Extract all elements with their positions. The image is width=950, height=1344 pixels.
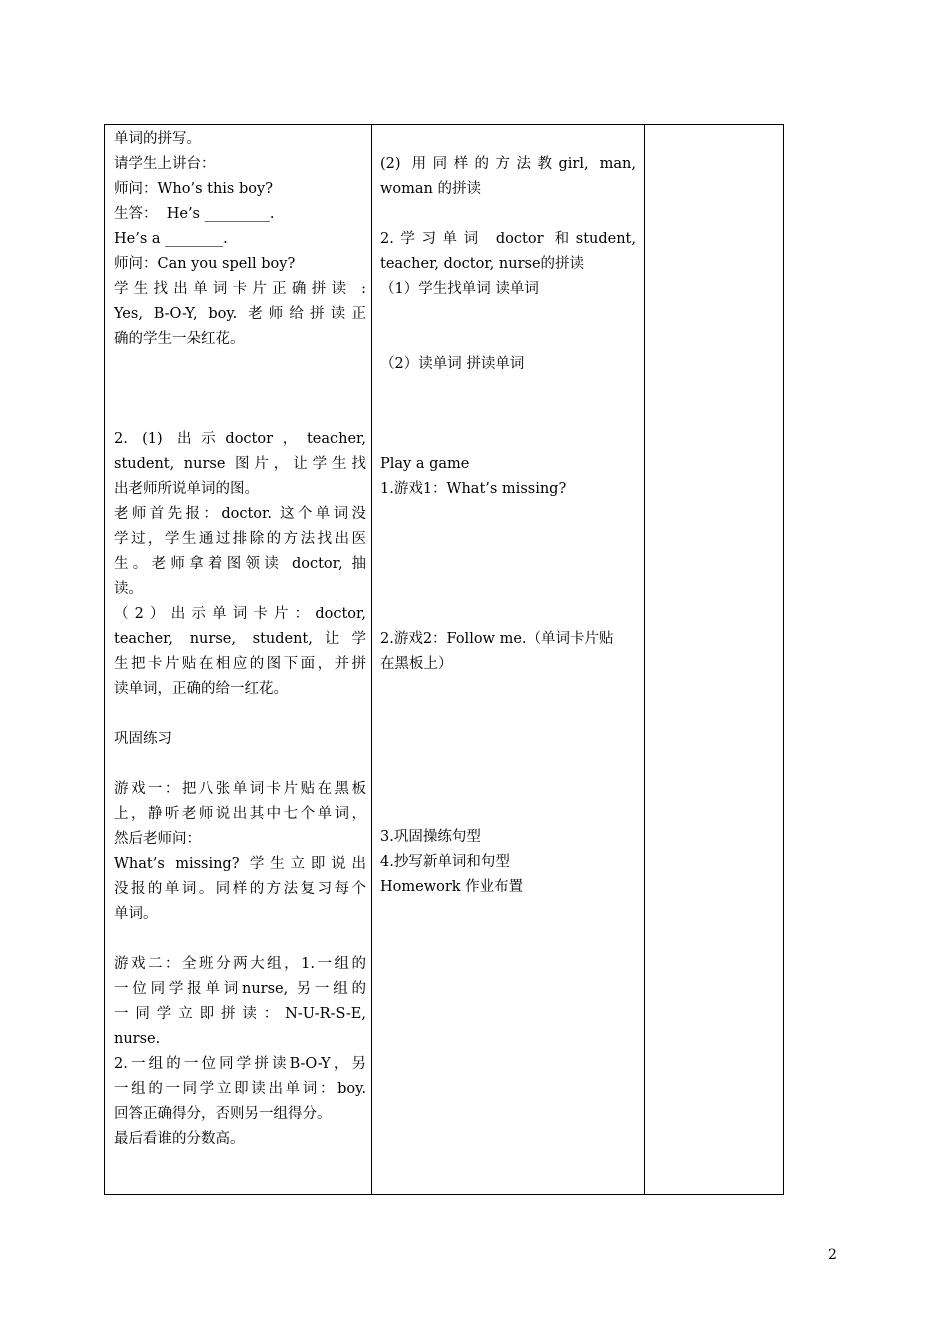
column-divider-2 — [644, 125, 645, 1194]
text-line: He’s a ________. — [114, 231, 228, 247]
text-line: 读单词，正确的给一红花。 — [114, 681, 288, 697]
text-line: teacher, doctor, nurse的拼读 — [380, 256, 585, 272]
text-line: Yes, B-O-Y, boy. 老师给拼读正 — [114, 306, 366, 322]
text-line: 生把卡片贴在相应的图下面，并拼 — [114, 656, 366, 672]
text-line: Play a game — [380, 456, 470, 472]
text-line: 一组的一同学立即读出单词：boy. — [114, 1081, 366, 1097]
text-line: 游戏一：把八张单词卡片贴在黑板 — [114, 781, 366, 797]
lesson-table — [104, 124, 784, 1195]
text-line: woman 的拼读 — [380, 181, 481, 197]
text-line: 1.游戏1：What’s missing? — [380, 481, 567, 497]
text-line: 最后看谁的分数高。 — [114, 1131, 245, 1147]
text-line: 2.游戏2：Follow me.（单词卡片贴 — [380, 631, 614, 647]
text-line: 单词的拼写。 — [114, 131, 201, 147]
text-line: 读。 — [114, 581, 143, 597]
text-line: student, nurse 图片，让学生找 — [114, 456, 366, 472]
text-line: 生答： He’s _________. — [114, 206, 275, 222]
text-line: 老师首先报：doctor. 这个单词没 — [114, 506, 366, 522]
text-line: (2) 用同样的方法教girl, man, — [380, 156, 636, 172]
text-line: 师问：Can you spell boy? — [114, 256, 296, 272]
text-line: 游戏二：全班分两大组，1.一组的 — [114, 956, 366, 972]
text-line: 出老师所说单词的图。 — [114, 481, 259, 497]
text-line: 然后老师问： — [114, 831, 201, 847]
page-number: 2 — [828, 1247, 837, 1263]
text-line: （2）读单词 拼读单词 — [380, 356, 525, 372]
text-line: teacher, nurse, student,让学 — [114, 631, 366, 647]
text-line: 在黑板上） — [380, 656, 453, 672]
text-line: 学过，学生通过排除的方法找出医 — [114, 531, 366, 547]
text-line: What’s missing? 学生立即说出 — [114, 856, 366, 872]
text-line: 上，静听老师说出其中七个单词， — [114, 806, 366, 822]
text-line: 一同学立即拼读：N-U-R-S-E, — [114, 1006, 366, 1022]
text-line: 2. (1) 出示doctor，teacher, — [114, 431, 366, 447]
text-line: Homework 作业布置 — [380, 879, 524, 895]
text-line: 单词。 — [114, 906, 158, 922]
text-line: 师问：Who’s this boy? — [114, 181, 273, 197]
text-line: 请学生上讲台： — [114, 156, 216, 172]
text-line: 回答正确得分，否则另一组得分。 — [114, 1106, 332, 1122]
text-line: （1）学生找单词 读单词 — [380, 281, 539, 297]
text-line: 学生找出单词卡片正确拼读 : — [114, 281, 366, 297]
text-line: 4.抄写新单词和句型 — [380, 854, 510, 870]
text-line: 确的学生一朵红花。 — [114, 331, 245, 347]
text-line: nurse. — [114, 1031, 161, 1047]
text-line: 2.一组的一位同学拼读B-O-Y，另 — [114, 1056, 366, 1072]
text-line: 没报的单词。同样的方法复习每个 — [114, 881, 366, 897]
text-line: 3.巩固操练句型 — [380, 829, 481, 845]
text-line: 巩固练习 — [114, 731, 172, 747]
text-line: 生。老师拿着图领读 doctor, 抽 — [114, 556, 366, 572]
text-line: 2.学习单词 doctor 和student, — [380, 231, 636, 247]
text-line: （2）出示单词卡片：doctor, — [114, 606, 366, 622]
text-line: 一位同学报单词nurse, 另一组的 — [114, 981, 366, 997]
column-divider-1 — [371, 125, 372, 1194]
